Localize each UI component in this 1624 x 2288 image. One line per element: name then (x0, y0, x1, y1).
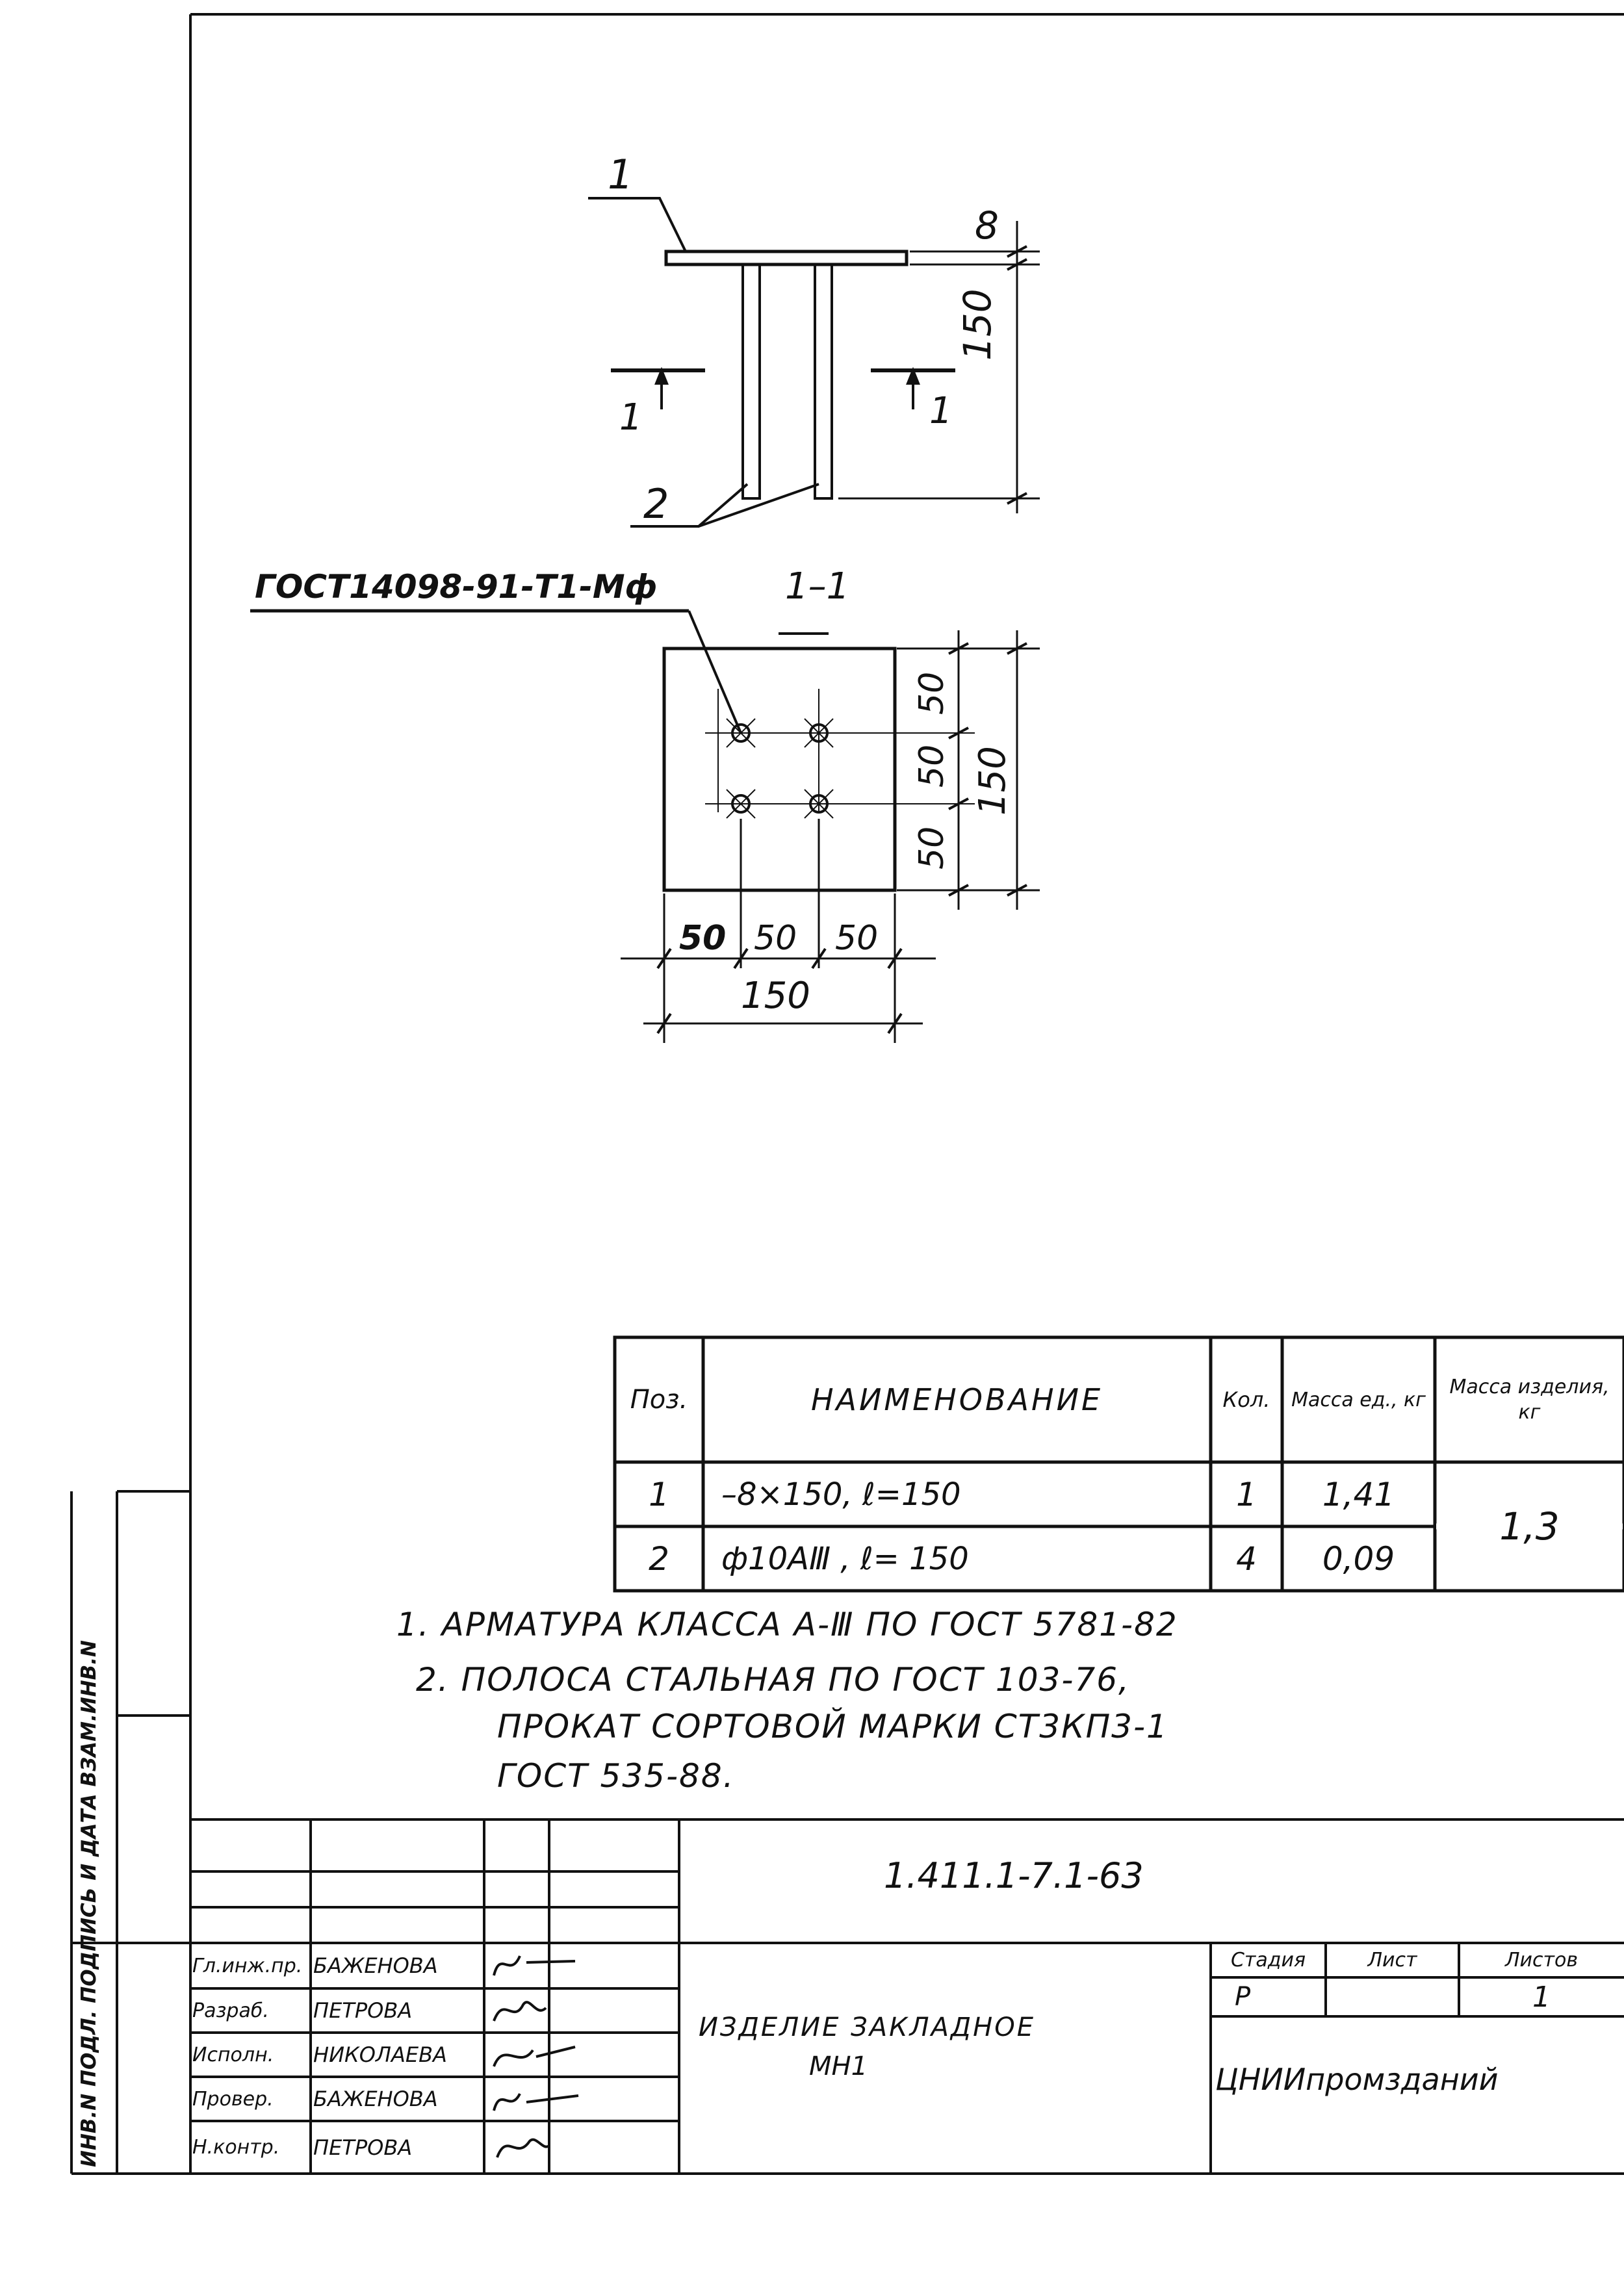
pos-2-label: 2 (643, 480, 669, 528)
spec-row-2-mass-unit: 0,09 (1322, 1539, 1395, 1578)
elevation-height-dim: 150 (955, 289, 999, 361)
product-title: ИЗДЕЛИЕ ЗАКЛАДНОЕ (699, 2012, 1036, 2042)
plate-plan (664, 649, 895, 890)
document-code: 1.411.1-7.1-63 (884, 1855, 1144, 1896)
stage-header: Стадия (1230, 1949, 1306, 1972)
sheets-header: Листов (1504, 1949, 1579, 1972)
sheet-header: Лист (1367, 1949, 1417, 1972)
left-margin-stamp: ИНВ.N ПОДЛ. ПОДПИСЬ И ДАТА ВЗАМ.ИНВ.N (77, 1640, 101, 2167)
spec-header-pos: Поз. (630, 1385, 688, 1415)
spec-row-1-mass-unit: 1,41 (1322, 1475, 1395, 1513)
spec-row-2-pos: 2 (649, 1539, 669, 1578)
section-vdim-1: 50 (912, 671, 951, 715)
spec-row-1-name: –8×150, ℓ=150 (721, 1476, 961, 1513)
section-mark-right-label: 1 (929, 390, 953, 432)
note-1: 1. АРМАТУРА КЛАССА А-Ⅲ ПО ГОСТ 5781-82 (396, 1606, 1178, 1643)
signature-scribbles (484, 1943, 679, 2174)
product-mark: МН1 (809, 2051, 868, 2081)
stage-value: Р (1235, 1982, 1251, 2012)
sig-name-5: ПЕТРОВА (313, 2135, 413, 2160)
note-2-line-2: ПРОКАТ СОРТОВОЙ МАРКИ СТ3КП3-1 (497, 1708, 1168, 1745)
spec-header-qty: Кол. (1222, 1387, 1270, 1412)
spec-row-1-pos: 1 (649, 1475, 669, 1513)
sig-role-5: Н.контр. (192, 2136, 280, 2159)
note-2-line-3: ГОСТ 535-88. (497, 1757, 735, 1795)
spec-row-2-qty: 4 (1236, 1539, 1257, 1578)
spec-mass-total: 1,3 (1499, 1504, 1560, 1549)
section-title: 1–1 (785, 565, 850, 608)
section-mark-left-label: 1 (619, 396, 643, 439)
section-hdim-total: 150 (741, 975, 810, 1017)
gost-callout-leader (689, 611, 741, 733)
bar-holes (732, 725, 827, 812)
note-2: 2. ПОЛОСА СТАЛЬНАЯ ПО ГОСТ 103-76, (416, 1661, 1130, 1699)
section-vdim-2: 50 (912, 744, 951, 788)
sig-role-1: Гл.инж.пр. (192, 1954, 303, 1977)
leader-pos-1 (588, 198, 686, 251)
spec-row-2-name: ф10АⅢ , ℓ= 150 (721, 1540, 969, 1577)
section-hdim-1: 50 (679, 919, 727, 958)
section-vdim-total: 150 (972, 746, 1014, 816)
bar-right (815, 264, 832, 498)
sig-role-3: Исполн. (192, 2043, 274, 2066)
section-hdim-2: 50 (754, 919, 797, 958)
sig-role-4: Провер. (192, 2087, 274, 2111)
sheets-value: 1 (1532, 1980, 1551, 2014)
sig-name-1: БАЖЕНОВА (313, 1953, 438, 1978)
bar-left (743, 264, 760, 498)
plate-thickness-dim: 8 (975, 203, 999, 248)
pos-1-label: 1 (608, 151, 634, 198)
spec-header-mass-total: Масса изделия, кг (1449, 1376, 1610, 1424)
plate-rect (666, 251, 907, 264)
spec-row-1-qty: 1 (1236, 1475, 1257, 1513)
spec-header-mass-unit: Масса ед., кг (1291, 1388, 1426, 1411)
section-hdim-3: 50 (835, 919, 879, 958)
sig-name-3: НИКОЛАЕВА (313, 2042, 447, 2067)
gost-callout: ГОСТ14098-91-Т1-Мф (255, 568, 658, 606)
organization: ЦНИИпромзданий (1215, 2062, 1499, 2097)
sig-name-4: БАЖЕНОВА (313, 2087, 438, 2111)
spec-header-name: НАИМЕНОВАНИЕ (810, 1382, 1103, 1417)
sig-name-2: ПЕТРОВА (313, 1998, 413, 2023)
sig-role-2: Разраб. (192, 1999, 269, 2022)
section-vdim-3: 50 (912, 826, 951, 869)
